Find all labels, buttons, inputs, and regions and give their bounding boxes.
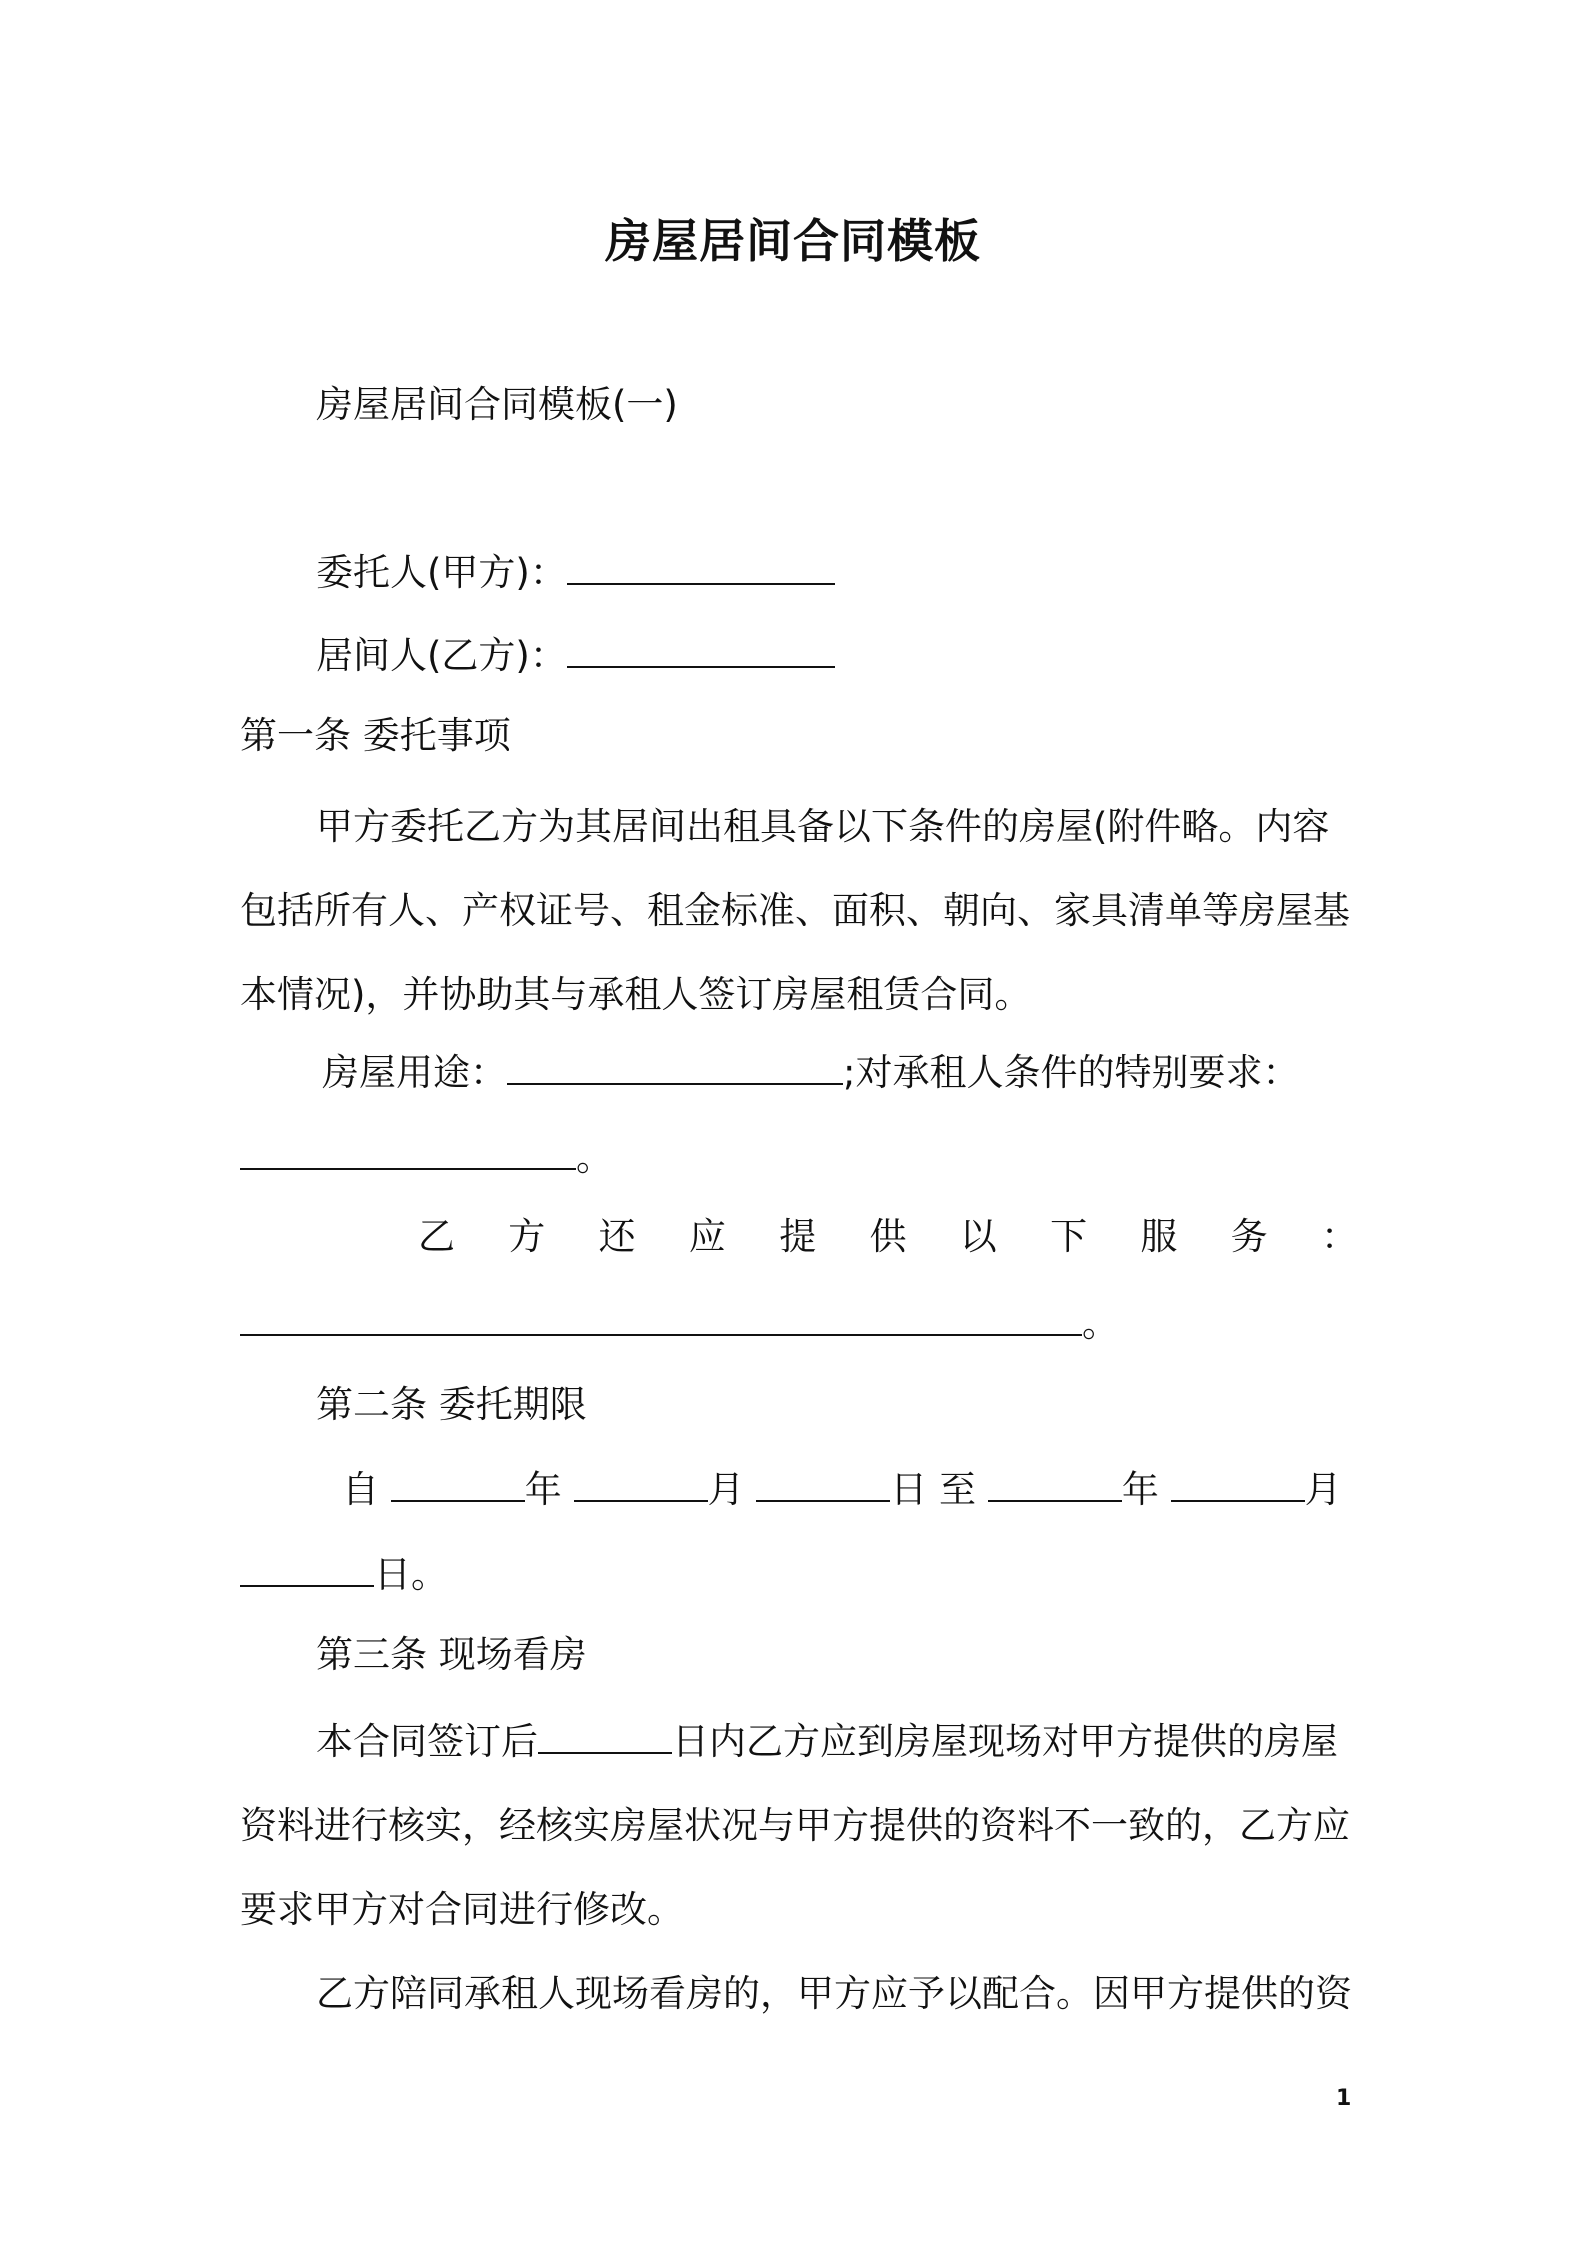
article1-paragraph [240,785,1358,1037]
usage-requirement-label: ;对承租人条件的特别要求： [843,1051,1300,1094]
services-char: 服 [1140,1215,1178,1258]
end-day-blank[interactable] [240,1547,374,1587]
party-b-label: 居间人(乙方)： [316,634,567,677]
services-heading [418,1212,1358,1262]
period-line [342,1462,1342,1515]
page-number: 1 [1336,2086,1352,2111]
services-char: 下 [1050,1215,1088,1258]
article2-heading: 第二条 委托期限 [316,1383,587,1426]
requirement-end: 。 [576,1136,613,1179]
article3-paragraph-1 [240,1700,1358,1952]
services-blank[interactable] [240,1296,1082,1336]
services-char: 供 [869,1215,907,1258]
verification-days-blank[interactable] [538,1714,672,1754]
period-day-end: 日。 [374,1553,448,1596]
article1-text: 甲方委托乙方为其居间出租具备以下条件的房屋(附件略。内容包括所有人、产权证号、租金标准、面积、朝向、家具清单等房屋基本情况)，并协助其与承租人签订房屋租赁合同。 [240,805,1350,1016]
period-from: 自 [342,1468,379,1511]
party-b-line [316,628,835,681]
services-char: 务 [1230,1215,1268,1258]
start-year-blank[interactable] [391,1462,525,1502]
requirement-line [240,1130,613,1183]
start-month-blank[interactable] [574,1462,708,1502]
article3-paragraph-2 [240,1952,1358,2036]
services-line [240,1296,1119,1349]
party-a-blank[interactable] [567,545,835,585]
services-char: 方 [508,1215,546,1258]
article3-p1-start: 本合同签订后 [316,1720,538,1763]
services-char: 还 [598,1215,636,1258]
party-a-label: 委托人(甲方)： [316,551,567,594]
services-char: 以 [959,1215,997,1258]
article3-p2-text: 乙方陪同承租人现场看房的，甲方应予以配合。因甲方提供的资 [316,1972,1352,2015]
article1-heading: 第一条 委托事项 [240,714,511,757]
period-month2: 月 [1304,1468,1342,1511]
usage-label: 房屋用途： [322,1051,507,1094]
services-char: 乙 [418,1215,455,1258]
party-b-blank[interactable] [567,628,835,668]
requirement-blank[interactable] [240,1130,576,1170]
services-char: 提 [779,1215,817,1258]
usage-line [322,1045,1299,1098]
start-day-blank[interactable] [756,1462,890,1502]
period-day-to: 日 至 [890,1468,977,1511]
period-end-line [240,1547,448,1600]
services-char: 应 [688,1215,726,1258]
end-year-blank[interactable] [988,1462,1122,1502]
period-month: 月 [707,1468,745,1511]
subtitle: 房屋居间合同模板(一) [316,383,678,426]
document-title: 房屋居间合同模板 [605,214,981,268]
article3-heading: 第三条 现场看房 [316,1633,587,1676]
party-a-line [316,545,835,598]
usage-blank[interactable] [507,1045,843,1085]
services-end: 。 [1082,1302,1119,1345]
period-year: 年 [524,1468,562,1511]
article3-p1-rest: 日内乙方应到房屋现场对甲方提供的房屋资料进行核实，经核实房屋状况与甲方提供的资料不一致的，乙方应要求甲方对合同进行修改。 [240,1720,1350,1931]
services-char: ： [1320,1215,1358,1258]
period-year2: 年 [1121,1468,1159,1511]
end-month-blank[interactable] [1171,1462,1305,1502]
